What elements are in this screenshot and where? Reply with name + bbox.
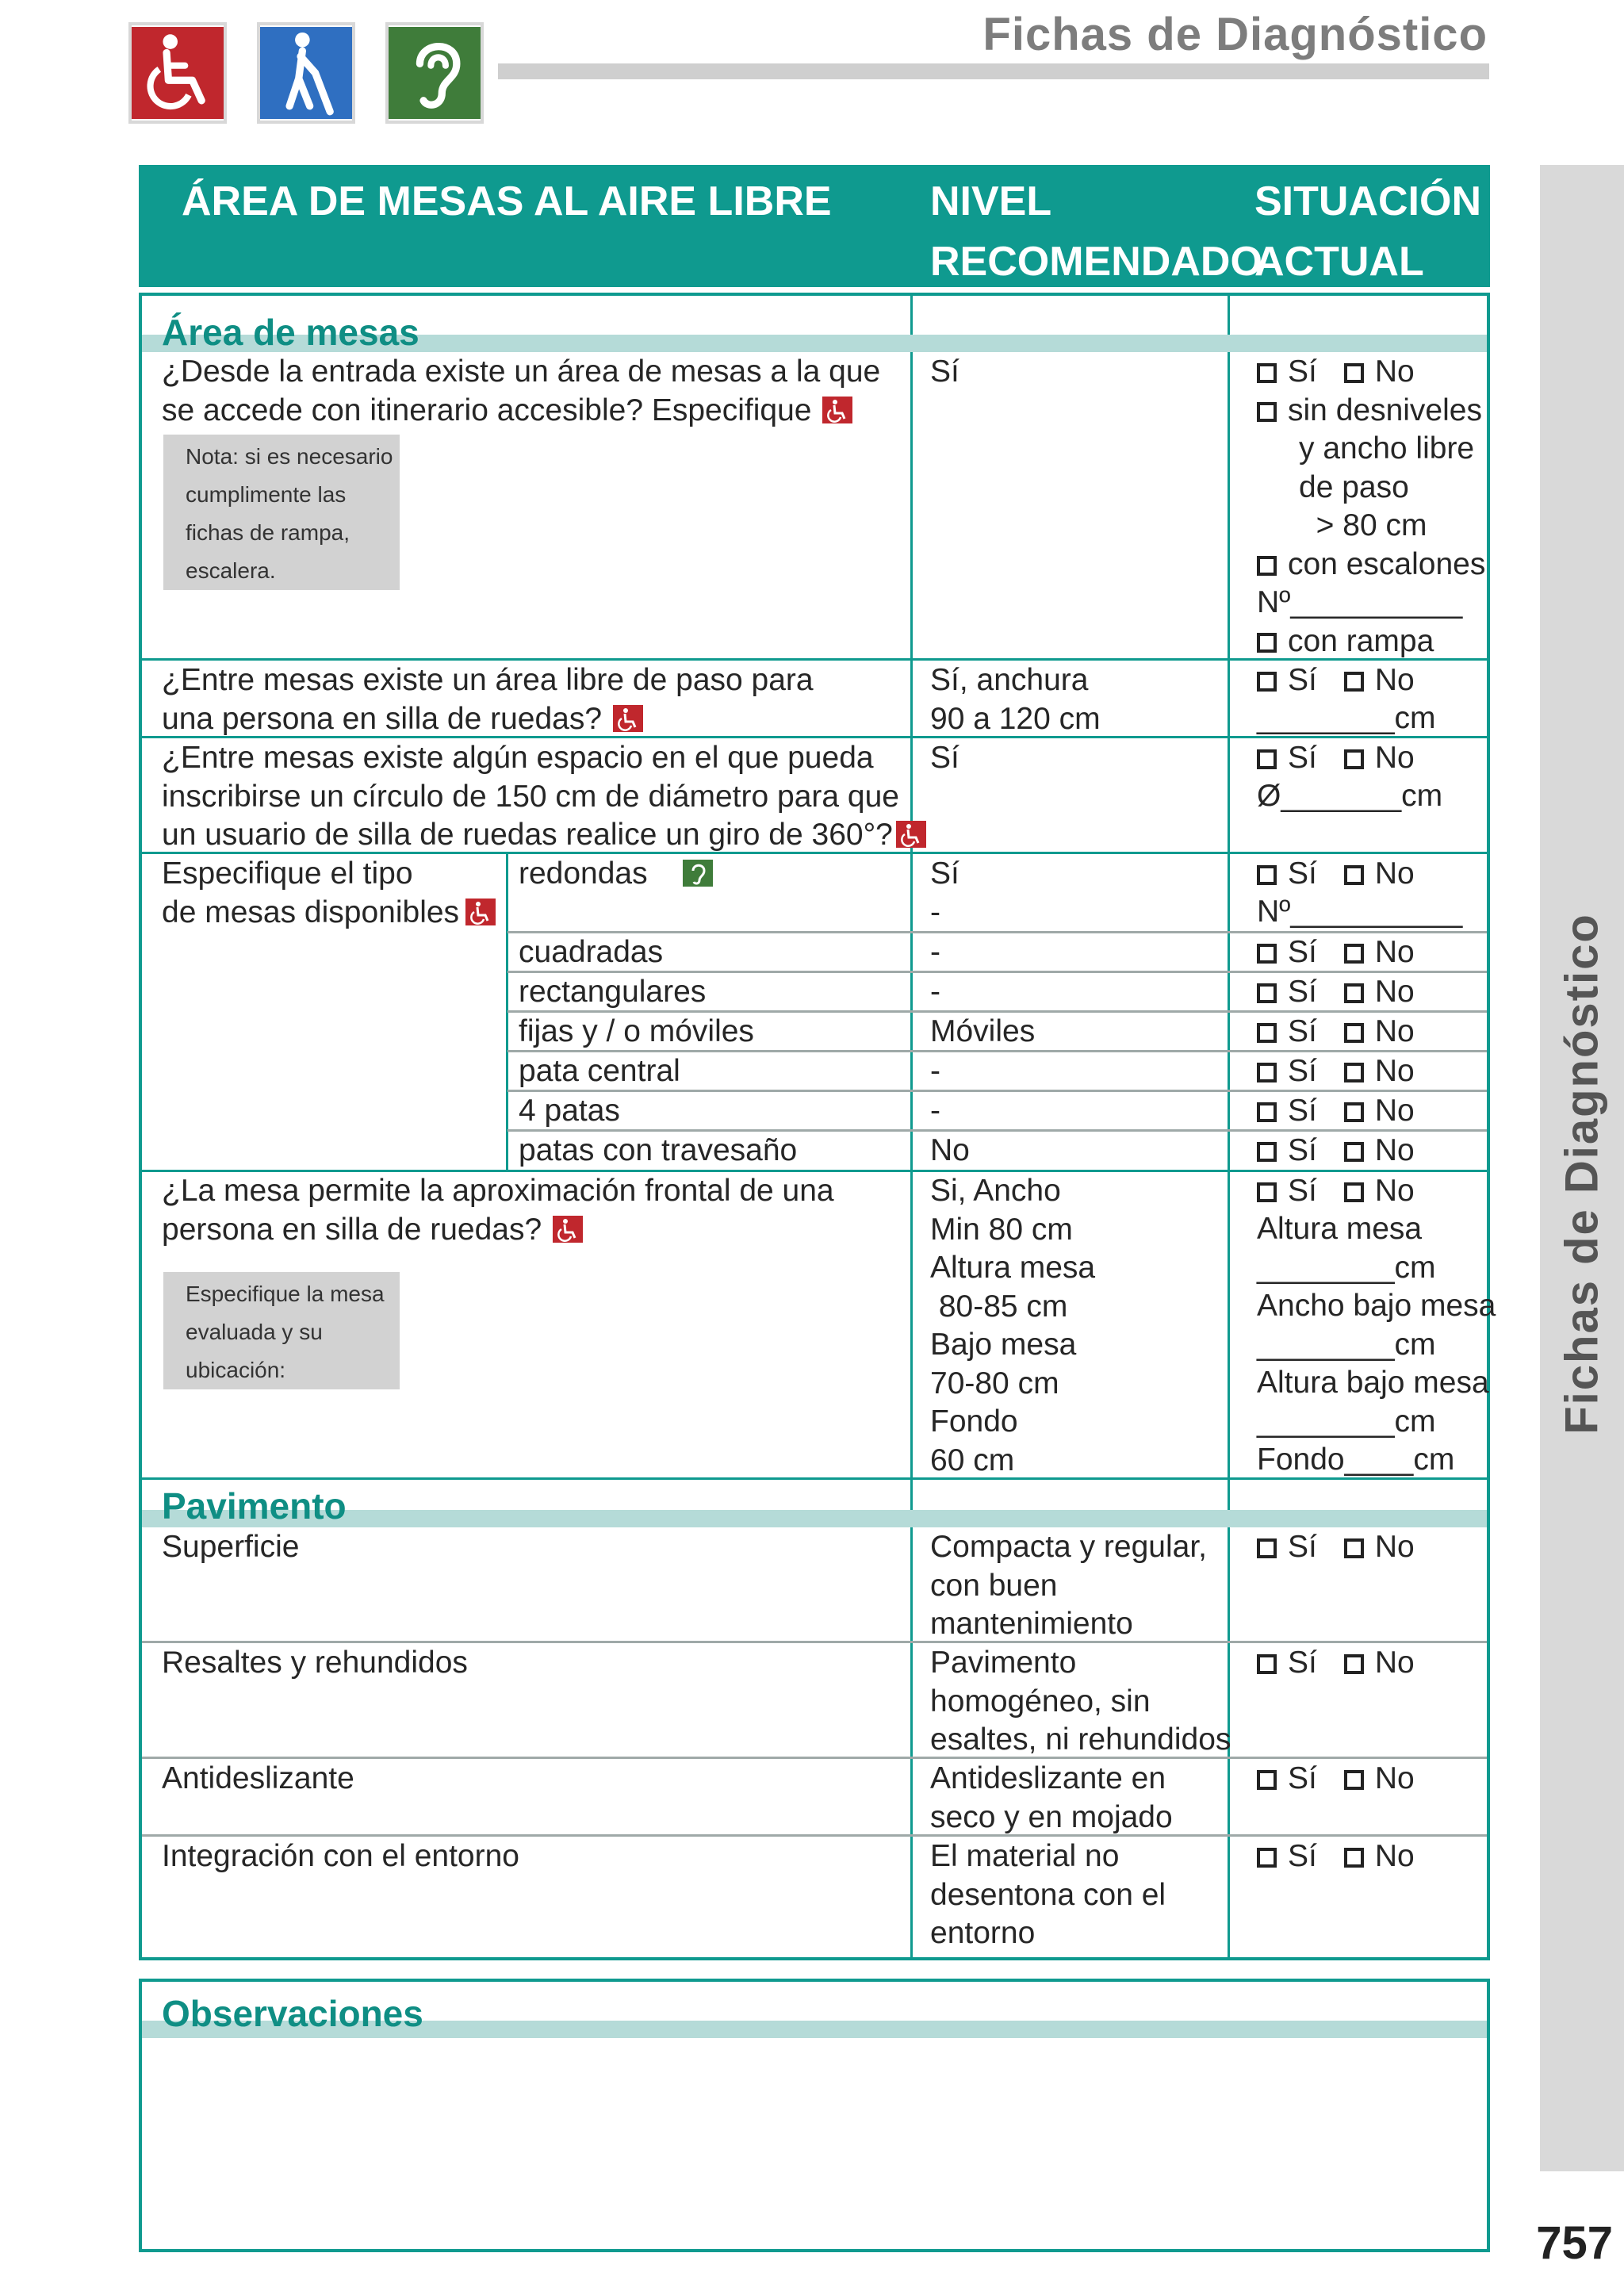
header-situacion-line2: ACTUAL	[1254, 239, 1424, 285]
option-label: No	[1374, 1761, 1415, 1795]
checkbox-no[interactable]	[1344, 672, 1364, 692]
hearing-icon	[683, 860, 713, 887]
option-label: Sí	[1288, 975, 1317, 1009]
question-text	[162, 353, 880, 430]
recommended-value: Pavimento homogéneo, sin esaltes, ni rehundidos	[930, 1646, 1231, 1757]
option-label: Sí	[1288, 856, 1317, 891]
checkbox-si[interactable]	[1257, 1023, 1277, 1043]
checkbox-si[interactable]	[1257, 1182, 1277, 1202]
header-nivel	[930, 171, 1262, 292]
option-label: Sí	[1288, 1133, 1317, 1167]
checkbox-si[interactable]	[1257, 944, 1277, 964]
checkbox-si[interactable]	[1257, 1654, 1277, 1674]
subrow-label: rectangulares	[519, 975, 707, 1009]
subrow-label	[519, 855, 713, 894]
blind-person-icon	[257, 22, 355, 124]
checkbox-no[interactable]	[1344, 363, 1364, 383]
recommended-value: No	[930, 1133, 970, 1167]
table-header	[139, 165, 1490, 287]
actual-options	[1257, 661, 1415, 700]
actual-options	[1257, 1092, 1415, 1131]
option-label: No	[1374, 1839, 1415, 1873]
note-box: Nota: si es necesario cumplimente las fichas de rampa, escalera.	[163, 435, 400, 590]
header-situacion-line1: SITUACIÓN	[1254, 178, 1481, 224]
row-label: Superficie	[162, 1530, 300, 1564]
question-label: Especifique el tipo de mesas disponibles	[162, 856, 460, 929]
actual-options	[1257, 1172, 1415, 1211]
row-label: Resaltes y rehundidos	[162, 1646, 468, 1680]
checkbox-no[interactable]	[1344, 1102, 1364, 1122]
row-divider	[142, 1757, 1487, 1759]
recommended-value: Sí, anchura 90 a 120 cm	[930, 663, 1101, 736]
page-number: 757	[1536, 2217, 1613, 2269]
option-label: No	[1374, 1054, 1415, 1088]
checkbox-no[interactable]	[1344, 1848, 1364, 1868]
actual-options	[1257, 1528, 1415, 1567]
header-area: ÁREA DE MESAS AL AIRE LIBRE	[182, 178, 832, 224]
question-label: ¿La mesa permite la aproximación frontal de una persona en silla de ruedas?	[162, 1174, 834, 1247]
actual-options	[1257, 1760, 1415, 1799]
wheelchair-icon	[822, 397, 852, 423]
question-label: ¿Entre mesas existe un área libre de paso para una persona en silla de ruedas?	[162, 663, 814, 736]
option-label: No	[1374, 1174, 1415, 1208]
option-label: Sí	[1288, 1054, 1317, 1088]
question-label: ¿Desde la entrada existe un área de mesas a la que se accede con itinerario accesible? Especifique	[162, 354, 881, 427]
option-label: No	[1374, 354, 1415, 389]
subrow-label: fijas y / o móviles	[519, 1014, 754, 1048]
checkbox-rampa[interactable]	[1257, 633, 1277, 653]
header-nivel-line2: RECOMENDADO	[930, 239, 1262, 285]
checkbox-si[interactable]	[1257, 1770, 1277, 1790]
checkbox-si[interactable]	[1257, 749, 1277, 769]
option-label: Sí	[1288, 1839, 1317, 1873]
checkbox-si[interactable]	[1257, 1102, 1277, 1122]
recommended-value: -	[930, 975, 940, 1009]
recommended-value: Antideslizante en seco y en mojado	[930, 1761, 1173, 1834]
option-label: No	[1374, 975, 1415, 1009]
checkbox-escalones[interactable]	[1257, 556, 1277, 576]
option-label: Sí	[1288, 354, 1317, 389]
note-box: Especifique la mesa evaluada y su ubicación:	[163, 1272, 400, 1389]
checkbox-no[interactable]	[1344, 1063, 1364, 1082]
actual-options	[1257, 933, 1415, 972]
option-label: Sí	[1288, 1530, 1317, 1564]
measurement-fields[interactable]: Altura mesa ________cm Ancho bajo mesa ________cm Altura bajo mesa ________cm Fondo____cm	[1257, 1212, 1496, 1477]
header-nivel-line1: NIVEL	[930, 178, 1052, 224]
recommended-value: Sí	[930, 354, 959, 389]
checkbox-si[interactable]	[1257, 1538, 1277, 1558]
wheelchair-icon	[128, 22, 227, 124]
checkbox-no[interactable]	[1344, 1142, 1364, 1162]
actual-options	[1257, 623, 1434, 661]
wheelchair-icon	[553, 1216, 583, 1243]
actual-options	[1257, 1644, 1415, 1683]
option-label: No	[1374, 1014, 1415, 1048]
checkbox-si[interactable]	[1257, 1063, 1277, 1082]
option-label: sin desniveles	[1288, 393, 1482, 427]
option-label: Sí	[1288, 1174, 1317, 1208]
side-tab-label: Fichas de Diagnóstico	[1556, 913, 1608, 1435]
actual-options	[1257, 855, 1415, 894]
row-divider	[142, 1834, 1487, 1837]
wheelchair-icon	[896, 821, 926, 848]
option-label: Sí	[1288, 935, 1317, 969]
row-label: Integración con el entorno	[162, 1839, 519, 1873]
section-title-mesas: Área de mesas	[162, 312, 419, 353]
col-divider-1	[910, 293, 913, 1960]
option-label: No	[1374, 935, 1415, 969]
checkbox-no[interactable]	[1344, 865, 1364, 885]
checkbox-no[interactable]	[1344, 1770, 1364, 1790]
recommended-value: Sí	[930, 741, 959, 775]
recommended-value: Compacta y regular, con buen mantenimiento	[930, 1530, 1208, 1641]
count-field[interactable]: Nº__________	[1257, 895, 1463, 929]
checkbox-si[interactable]	[1257, 983, 1277, 1003]
hearing-icon	[385, 22, 484, 124]
option-label: No	[1374, 1530, 1415, 1564]
checkbox-no[interactable]	[1344, 749, 1364, 769]
option-label: Sí	[1288, 663, 1317, 697]
option-detail: y ancho libre de paso > 80 cm	[1299, 431, 1475, 542]
option-label: No	[1374, 1094, 1415, 1128]
recommended-value: Si, Ancho Min 80 cm Altura mesa 80-85 cm Bajo mesa 70-80 cm Fondo 60 cm	[930, 1174, 1096, 1477]
subcol-divider	[506, 854, 508, 1172]
checkbox-no[interactable]	[1344, 1538, 1364, 1558]
recommended-value: -	[930, 1094, 940, 1128]
option-label: No	[1374, 1133, 1415, 1167]
steps-number-field[interactable]: Nº__________	[1257, 585, 1463, 619]
recommended-value: Sí -	[930, 856, 959, 929]
checkbox-no[interactable]	[1344, 944, 1364, 964]
checkbox-si[interactable]	[1257, 1142, 1277, 1162]
checkbox-no[interactable]	[1344, 1023, 1364, 1043]
actual-options	[1257, 392, 1482, 431]
subrow-text: redondas	[519, 856, 648, 891]
row-label: Antideslizante	[162, 1761, 354, 1795]
option-label: con rampa	[1288, 624, 1434, 658]
row-divider	[142, 1641, 1487, 1643]
checkbox-si[interactable]	[1257, 865, 1277, 885]
question-text	[162, 739, 926, 855]
option-label: Sí	[1288, 1094, 1317, 1128]
recommended-value: Móviles	[930, 1014, 1036, 1048]
option-label: No	[1374, 663, 1415, 697]
measure-field[interactable]: ________cm	[1257, 701, 1436, 735]
actual-options	[1257, 1052, 1415, 1091]
option-label: Sí	[1288, 1014, 1317, 1048]
recommended-value: -	[930, 935, 940, 969]
checkbox-no[interactable]	[1344, 1182, 1364, 1202]
subrow-label: cuadradas	[519, 935, 664, 969]
wheelchair-icon	[613, 705, 643, 732]
page-header-title: Fichas de Diagnóstico	[982, 9, 1488, 60]
question-label: ¿Entre mesas existe algún espacio en el que pueda inscribirse un círculo de 150 cm de diámetro para que un usuario de silla de ruedas realice un giro de 360°?	[162, 741, 899, 852]
header-rule	[498, 63, 1489, 79]
checkbox-sin-desniveles[interactable]	[1257, 402, 1277, 422]
wheelchair-icon	[465, 899, 496, 925]
option-label: con escalones	[1288, 547, 1486, 581]
option-label: Sí	[1288, 1761, 1317, 1795]
question-text	[162, 1172, 834, 1249]
option-label: No	[1374, 741, 1415, 775]
option-label: Sí	[1288, 741, 1317, 775]
actual-options	[1257, 1013, 1415, 1052]
observaciones-title: Observaciones	[162, 1993, 423, 2034]
checkbox-si[interactable]	[1257, 363, 1277, 383]
section-title-pavimento: Pavimento	[162, 1485, 347, 1527]
option-label: No	[1374, 1646, 1415, 1680]
actual-options	[1257, 1132, 1415, 1171]
subrow-label: pata central	[519, 1054, 680, 1088]
actual-options	[1257, 353, 1415, 392]
subrow-label: 4 patas	[519, 1094, 620, 1128]
checkbox-no[interactable]	[1344, 983, 1364, 1003]
checkbox-no[interactable]	[1344, 1654, 1364, 1674]
option-label: Sí	[1288, 1646, 1317, 1680]
question-text	[162, 661, 814, 738]
actual-options	[1257, 739, 1415, 778]
header-situacion	[1254, 171, 1481, 292]
actual-options	[1257, 546, 1485, 584]
actual-options	[1257, 1837, 1415, 1876]
actual-options	[1257, 973, 1415, 1012]
diameter-field[interactable]: Ø_______cm	[1257, 779, 1443, 813]
recommended-value: -	[930, 1054, 940, 1088]
subrow-label: patas con travesaño	[519, 1133, 798, 1167]
checkbox-si[interactable]	[1257, 672, 1277, 692]
option-label: No	[1374, 856, 1415, 891]
recommended-value: El material no desentona con el entorno	[930, 1839, 1166, 1950]
question-text	[162, 855, 496, 932]
checkbox-si[interactable]	[1257, 1848, 1277, 1868]
